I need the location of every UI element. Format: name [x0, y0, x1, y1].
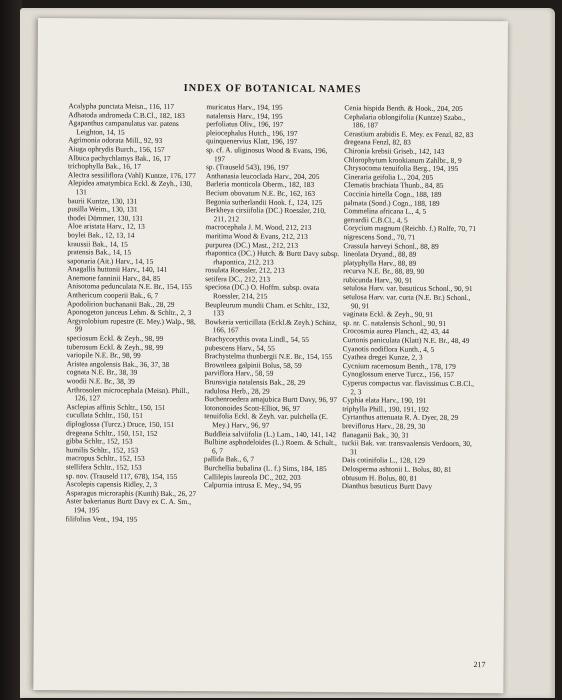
- index-entry: Cyrtanthus attenuata R. A. Dyer, 28, 29: [342, 412, 459, 423]
- index-entry: muricatus Harv., 194, 195: [206, 102, 283, 112]
- index-entry: macropus Schltr., 152, 153: [65, 453, 145, 464]
- index-entry: baurii Kuntze, 130, 131: [67, 195, 138, 206]
- index-column-1: [65, 102, 202, 524]
- index-entry: Dais cotinifolia L., 128, 129: [341, 455, 425, 466]
- index-entry: Cephalaria oblongifolia (Kuntze) Szabo., 186, 187: [344, 111, 466, 130]
- index-entry: Anemone fanninii Harv., 84, 85: [67, 273, 161, 283]
- index-entry: breviflorus Harv., 28, 29, 30: [342, 421, 426, 431]
- index-entry: Brachystelma thunbergii N.E. Br., 154, 155: [204, 351, 333, 362]
- index-entry: Bulbine asphodeloides (L.) Roem. & Schult., 6, 7: [204, 437, 337, 456]
- index-entry: Anthericum cooperii Bak., 6, 7: [67, 290, 159, 300]
- index-entry: recurva N.E. Br., 88, 89, 90: [343, 266, 425, 276]
- index-entry: stellifera Schltr., 152, 153: [65, 462, 142, 472]
- index-entry: sp. (Trauseld 543), 196, 197: [205, 162, 289, 172]
- index-entry: Burchellia bubalina (L. f.) Sims, 184, 185: [203, 463, 327, 473]
- index-entry: Albuca pachychlamys Bak., 16, 17: [67, 152, 171, 163]
- page-number: 217: [473, 660, 486, 670]
- index-entry: setulosa Harv. var. curta (N.E. Br.) Schonl., 90, 91: [343, 292, 471, 310]
- index-entry: Agapanthus campanulatus var. patens Leighton, 14, 15: [68, 118, 179, 137]
- index-entry: sp. nov. (Trauseld 117, 678), 154, 155: [65, 470, 178, 481]
- index-entry: Calpurnia intrusa E. Mey., 94, 95: [203, 480, 302, 490]
- index-entry: pratensis Bak., 14, 15: [67, 247, 132, 257]
- index-entry: macrocephala J. M. Wood, 212, 213: [205, 222, 312, 233]
- index-entry: pleiocephalus Hutch., 196, 197: [206, 127, 298, 138]
- index-entry: radulosa Herb., 28, 29: [204, 385, 270, 396]
- index-entry: Cerastium arabidis E. Mey. ex Fenzl, 82, 83: [344, 128, 474, 139]
- index-entry: tenuifolia Eckl. & Zeyh. var. pulchella (E. Mey.) Harv., 96, 97: [204, 411, 328, 430]
- index-entry: Alepidea amatymbica Eckl. & Zeyh., 130, 131: [67, 178, 193, 197]
- index-column-3: [342, 104, 479, 492]
- index-entry: palmata (Sond.) Cogn., 188, 189: [343, 197, 440, 208]
- index-entry: Crassula harveyi Schonl., 88, 89: [343, 240, 439, 251]
- index-entry: nigrescens Sond., 70, 71: [343, 232, 416, 242]
- index-entry: maritima Wood & Evans, 212, 213: [205, 231, 308, 241]
- index-entry: Chironia krebsii Griseb., 142, 143: [344, 146, 445, 156]
- index-entry: Brachycorythis ovata Lindl., 54, 55: [204, 334, 310, 344]
- index-entry: Aster bakerianus Burtt Davy ex C. A. Sm., 194, 195: [65, 496, 192, 515]
- index-entry: Crocosmia aurea Planch., 42, 43, 44: [342, 326, 450, 337]
- index-entry: natalensis Harv., 194, 195: [206, 110, 283, 121]
- index-entry: sp. cf. A. uliginosus Wood & Evans, 196, 197: [206, 145, 328, 163]
- index-entry: Chlorophytum krookianum Zahlbr., 8, 9: [343, 154, 462, 165]
- index-entry: Cenia hispida Benth. & Hook., 204, 205: [344, 103, 463, 113]
- index-entry: diploglossa (Turcz.) Druce, 150, 151: [66, 419, 175, 429]
- index-entry: rosulata Roessler, 212, 213: [205, 265, 285, 276]
- index-entry: Alectra sessiliflora (Vahl) Kuntze, 176, 177: [67, 169, 196, 180]
- index-entry: Cyathea dregei Kunze, 2, 3: [342, 352, 423, 362]
- index-entry: speciosum Eckl. & Zeyh., 98, 99: [66, 333, 164, 343]
- index-entry: Commelina africana L., 4, 5: [343, 206, 427, 216]
- index-entry: Agrimonia odorata Mill., 92, 93: [68, 135, 163, 146]
- index-entry: Asparagus microraphis (Kunth) Bak., 26, 27: [65, 487, 197, 498]
- index-entry: rhapontica (DC.) Hutch. & Burtt Davy subsp. rhapontica, 212, 213: [205, 248, 340, 267]
- index-entry: Arthrosolen microcephala (Meisn). Phill., 126, 127: [66, 384, 190, 403]
- index-entry: Dianthus basuticus Burtt Davy: [341, 481, 433, 491]
- index-entry: tuberosum Eckl. & Zeyh., 98, 99: [66, 341, 164, 352]
- index-entry: gibba Schltr., 152, 153: [66, 436, 133, 446]
- index-entry: Berkheya cirsiifolia (DC.) Roessler, 210, 211, 212: [205, 205, 326, 224]
- index-entry: setulosa Harv. var. basuticus Schonl., 90, 91: [343, 283, 473, 294]
- index-entry: setifera DC., 212, 213: [205, 274, 271, 284]
- index-entry: Aloe aristata Harv., 12, 13: [67, 221, 145, 232]
- index-entry: pusilla Weim., 130, 131: [67, 204, 138, 214]
- index-entry: Asclepias affinis Schltr., 150, 151: [66, 401, 166, 412]
- index-page: [33, 18, 508, 693]
- index-entry: variopile N.E. Br., 98, 99: [66, 350, 141, 360]
- index-entry: Coccinia hirtella Cogn., 188, 189: [343, 189, 442, 199]
- index-entry: Ascolepis capensis Ridley, 2, 3: [65, 479, 158, 489]
- index-entry: cognata N.E. Br., 38, 39: [66, 367, 138, 378]
- index-entry: Buchenroedera amajubica Burtt Davy, 96, 97: [204, 394, 338, 405]
- index-entry: Callilepis laureola DC., 202, 203: [203, 471, 301, 482]
- index-entry: Aponogeton junceus Lehm. & Schltr., 2, 3: [66, 307, 192, 318]
- index-entry: Begonia sutherlandii Hook. f., 124, 125: [205, 196, 323, 207]
- index-entry: Becium obovatum N.E. Br., 162, 163: [205, 188, 316, 198]
- index-entry: Anthanasia leucoclada Harv., 204, 205: [205, 170, 320, 181]
- index-entry: Adhatoda andromeda C.B.Cl., 182, 183: [68, 109, 185, 120]
- index-entry: Bowkeria verticillata (Eckl.& Zeyh.) Schinz, 166, 167: [204, 317, 337, 335]
- index-entry: dregeana Fenzl, 82, 83: [344, 137, 411, 147]
- index-entry: lineolata Dryand., 88, 89: [343, 249, 417, 259]
- index-entry: purpurea (DC.) Mast., 212, 213: [205, 239, 299, 250]
- index-entry: Aiuga ophrydis Burch., 156, 157: [68, 144, 165, 154]
- index-entry: speciosa (DC.) O. Hoffm. subsp. ovata Roessler, 214, 215: [205, 282, 320, 301]
- index-entry: Delosperma ashtonii L. Bolus, 80, 81: [341, 464, 452, 474]
- index-entry: Cyperus compactus var. flavissimus C.B.Cl., 2, 3: [342, 378, 475, 396]
- index-entry: vaginata Eckl. & Zeyh., 90, 91: [342, 309, 434, 320]
- index-entry: Cynoglossum enerve Turcz., 156, 157: [342, 369, 455, 380]
- index-entry: perfoliatus Oliv., 196, 197: [206, 119, 284, 129]
- index-entry: Acalypha punctata Meisn., 116, 117: [68, 101, 175, 111]
- index-entry: Beupleurum mundii Cham. et Schltr., 132, 133: [204, 299, 330, 318]
- index-entry: cucullata Schltr., 150, 151: [66, 410, 143, 421]
- index-entry: flanaganii Bak., 30, 31: [342, 429, 410, 440]
- index-entry: boylei Bak., 12, 13, 14: [67, 230, 135, 240]
- index-entry: kraussii Bak., 14, 15: [67, 238, 128, 249]
- index-entry: Barleria monticola Oberm., 182, 183: [205, 179, 315, 190]
- index-entry: pubescens Harv., 54, 55: [204, 342, 275, 353]
- index-entry: triphylla Phill., 190, 191, 192: [342, 403, 429, 414]
- index-entry: Argyrolobium rupestre (E. Mey.) Walp., 98, 99: [66, 316, 196, 334]
- index-entry: Brownleea galpinii Bolus, 58, 59: [204, 359, 302, 370]
- index-entry: Cineraria geifolia L., 204, 205: [343, 171, 434, 182]
- index-entry: woodii N.E. Br., 38, 39: [66, 376, 135, 386]
- index-entry: trichophylla Bak., 16, 17: [67, 161, 142, 171]
- index-entry: Clematis brachiata Thunb., 84, 85: [343, 180, 444, 191]
- book-spine: [0, 0, 22, 700]
- index-entry: Curtonis paniculata (Klatt) N.E. Br., 48, 49: [342, 335, 470, 346]
- index-entry: Cycnium racemosum Benth., 178, 179: [342, 360, 456, 371]
- index-entry: gerrardii C.B.Cl., 4, 5: [343, 214, 408, 225]
- index-column-2: [204, 103, 341, 491]
- index-entry: saponaria (Ait.) Harv., 14, 15: [67, 255, 154, 266]
- index-entry: Aristea angolensis Bak., 36, 37, 38: [66, 359, 170, 369]
- index-entry: Corycium magnum (Reichb. f.) Rolfe, 70, 71: [343, 223, 477, 234]
- index-entry: sp. nr. C. natalensis Schonl., 90, 91: [342, 317, 447, 328]
- index-entry: Anisotoma pedunculata N.E. Br., 154, 155: [67, 281, 192, 292]
- index-entry: Cyanotis nodiflora Kunth., 4, 5: [342, 343, 435, 354]
- page-title: INDEX OF BOTANICAL NAMES: [183, 83, 362, 96]
- index-entry: humilis Schltr., 152, 153: [65, 444, 139, 455]
- index-entry: dregeana Schltr., 150, 151, 152: [66, 427, 158, 438]
- index-entry: Buddleia salviifolia (L.) Lam., 140, 141, 142: [204, 428, 337, 439]
- index-entry: tuckii Bak. var. transvaalensis Verdoorn, 30, 31: [342, 438, 472, 456]
- index-entry: pallida Bak., 6, 7: [203, 454, 255, 464]
- index-entry: rubicunda Harv., 90, 91: [343, 275, 413, 285]
- index-entry: Apodolirion buchananii Bak., 28, 29: [66, 298, 175, 309]
- index-entry: Cyphia elata Harv., 190, 191: [342, 395, 427, 405]
- index-entry: thodei Dümmer, 130, 131: [67, 212, 144, 223]
- index-entry: parviflora Harv., 58, 59: [204, 368, 274, 379]
- index-entry: filifolius Vent., 194, 195: [65, 513, 138, 524]
- index-entry: Anagallis huttonii Harv., 140, 141: [67, 264, 168, 275]
- index-entry: obtusum H. Bolus, 80, 81: [341, 472, 418, 483]
- index-entry: quinquenervius Klatt, 196, 197: [206, 136, 298, 147]
- index-entry: Chrysocoma tenuifolia Berg., 194, 195: [343, 163, 459, 174]
- index-entry: Brunsvigia natalensis Bak., 28, 29: [204, 377, 306, 387]
- index-entry: lotononoides Scott-Elliot, 96, 97: [204, 402, 300, 413]
- index-entry: platyphylla Harv., 88, 89: [343, 257, 417, 268]
